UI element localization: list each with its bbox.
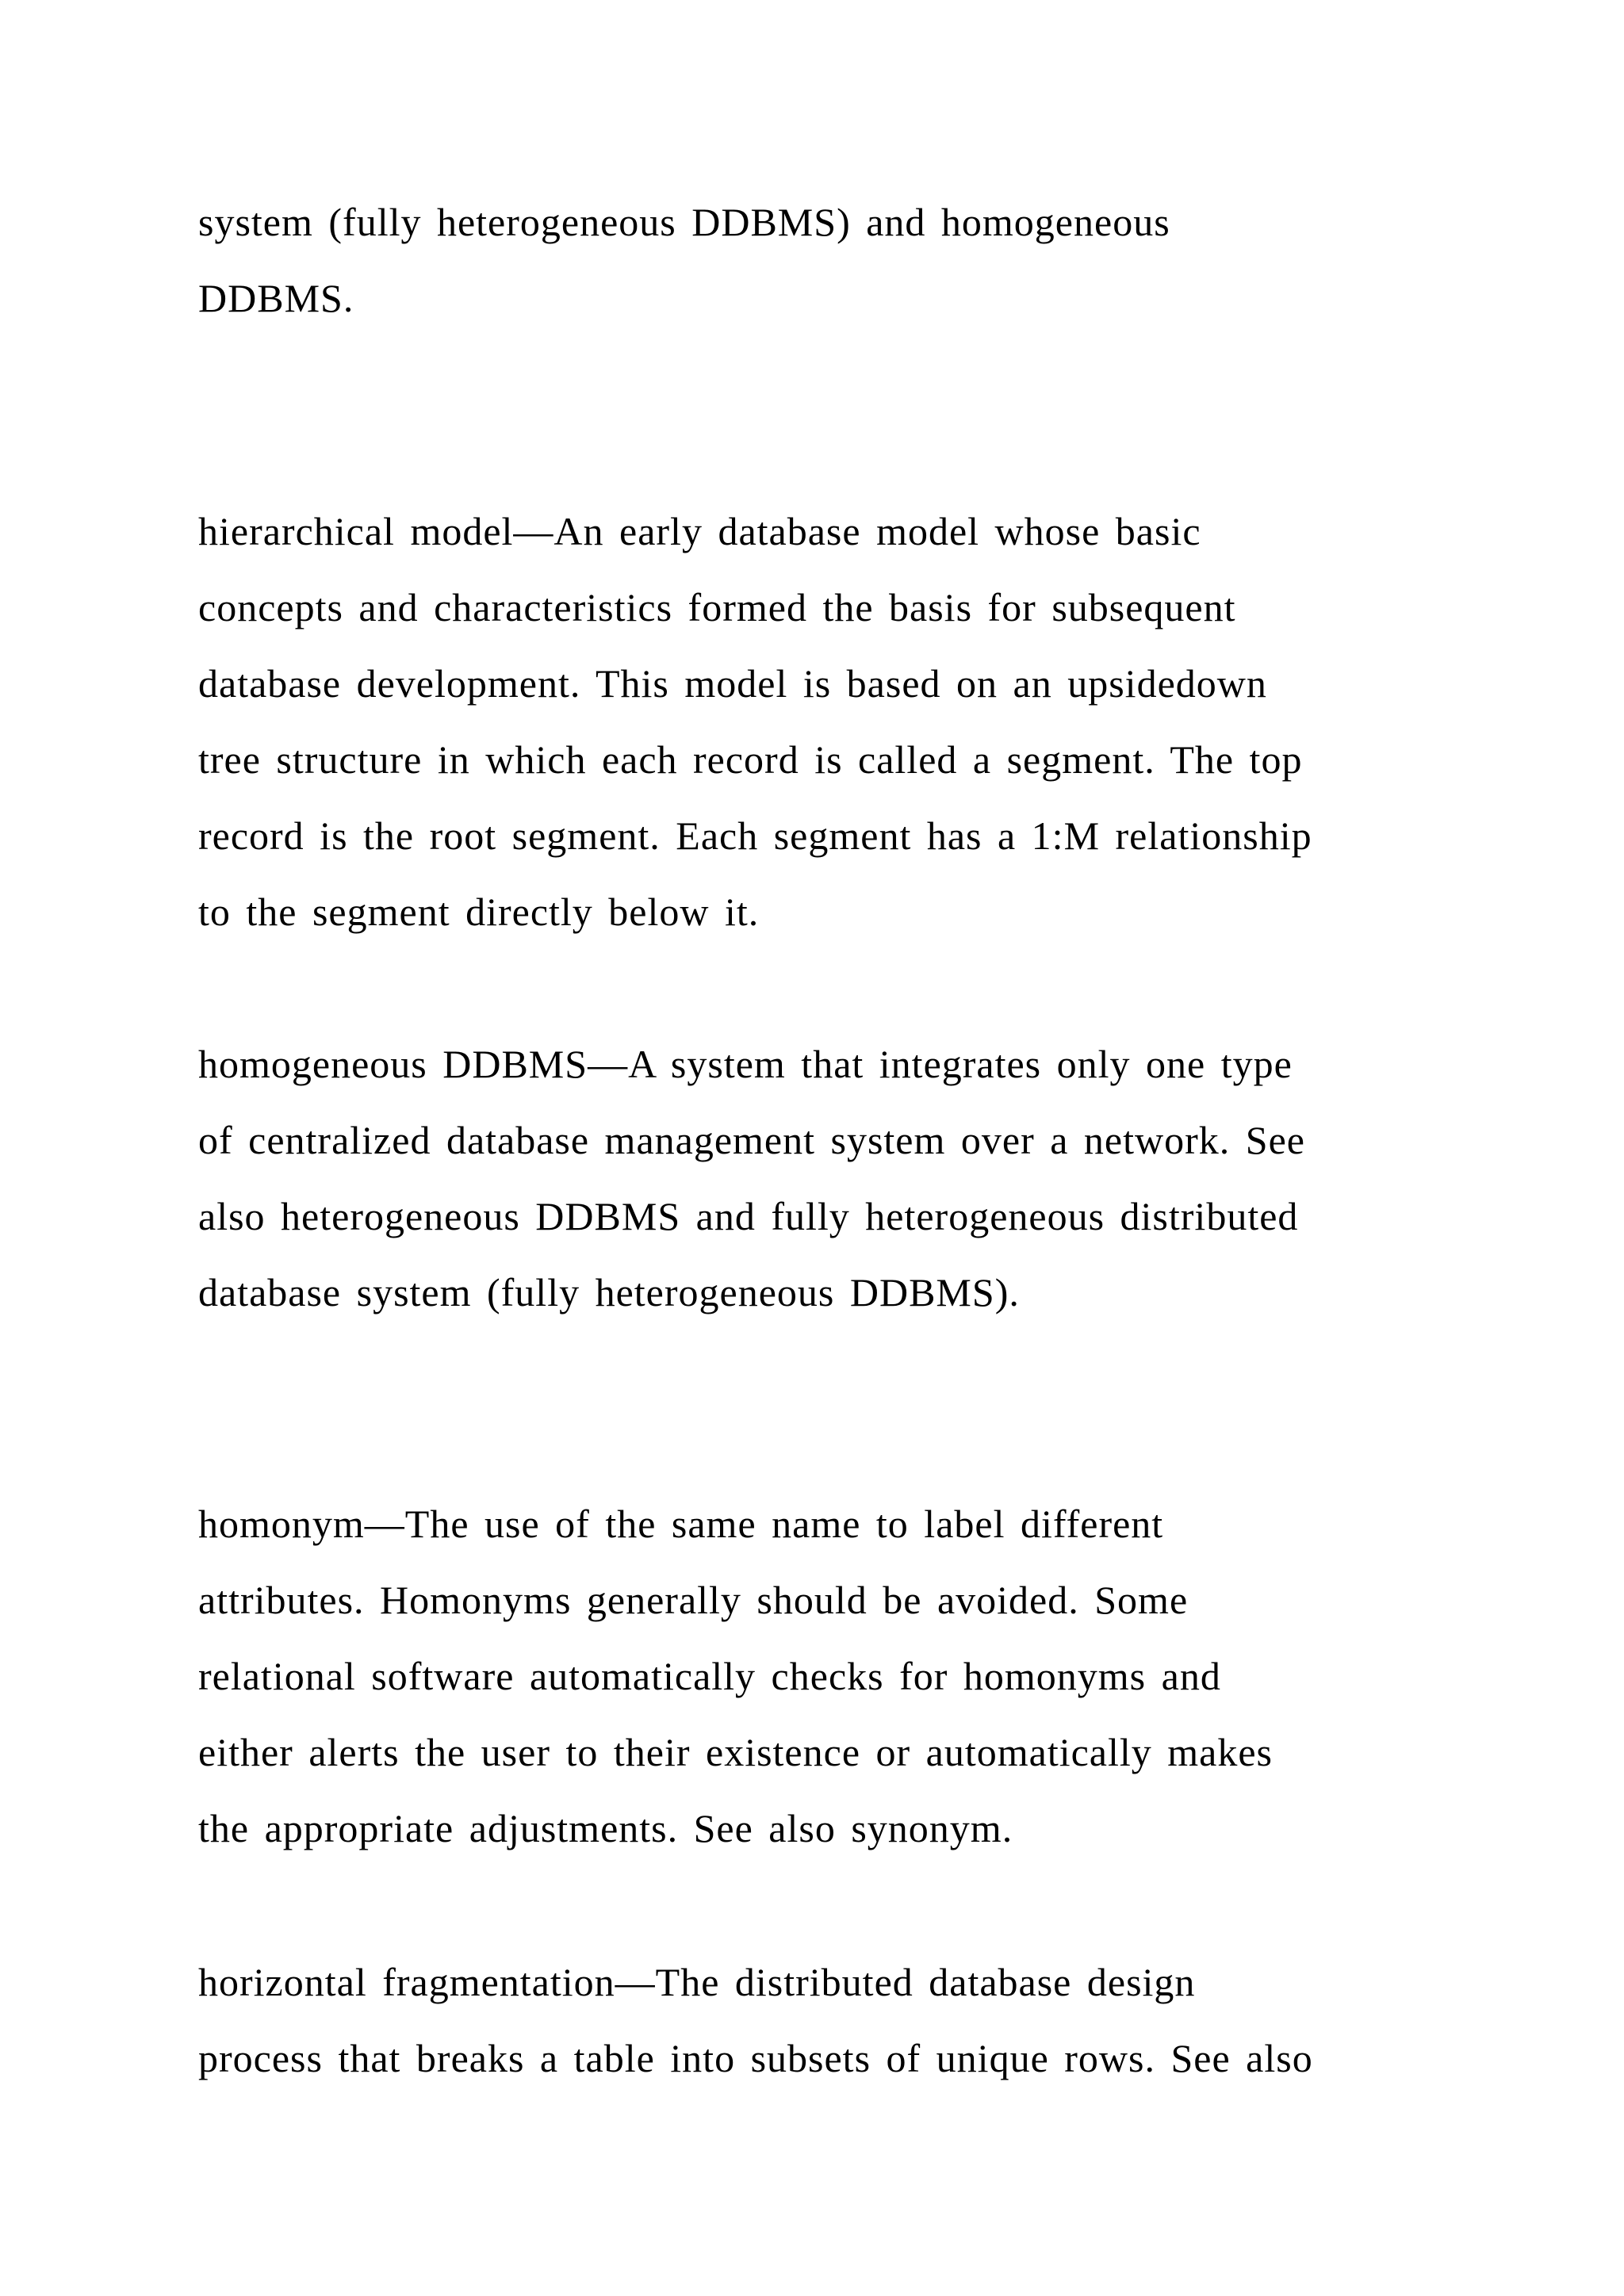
text-line: the appropriate adjustments. See also synonym. (198, 1806, 1013, 1850)
text-line: process that breaks a table into subsets of unique rows. See also (198, 2036, 1313, 2080)
text-line: DDBMS. (198, 276, 354, 320)
text-line: relational software automatically checks for homonyms and (198, 1654, 1221, 1698)
text-line: hierarchical model—An early database model whose basic (198, 509, 1201, 553)
text-line: also heterogeneous DDBMS and fully heterogeneous distributed (198, 1194, 1299, 1238)
text-line: horizontal fragmentation—The distributed database design (198, 1960, 1196, 2004)
text-line: tree structure in which each record is called a segment. The top (198, 737, 1303, 782)
text-line: system (fully heterogeneous DDBMS) and homogeneous (198, 200, 1170, 244)
text-line: concepts and characteristics formed the basis for subsequent (198, 585, 1236, 629)
text-line: database development. This model is based on an upsidedown (198, 661, 1267, 706)
text-line: record is the root segment. Each segment has a 1:M relationship (198, 813, 1312, 858)
text-line: either alerts the user to their existence or automatically makes (198, 1730, 1274, 1774)
text-line: database system (fully heterogeneous DDBMS). (198, 1270, 1020, 1314)
text-line: attributes. Homonyms generally should be avoided. Some (198, 1578, 1189, 1622)
text-line: homonym—The use of the same name to label different (198, 1502, 1164, 1546)
text-line: homogeneous DDBMS—A system that integrates only one type (198, 1042, 1293, 1086)
text-line: of centralized database management system over a network. See (198, 1118, 1305, 1162)
text-line: to the segment directly below it. (198, 890, 760, 934)
